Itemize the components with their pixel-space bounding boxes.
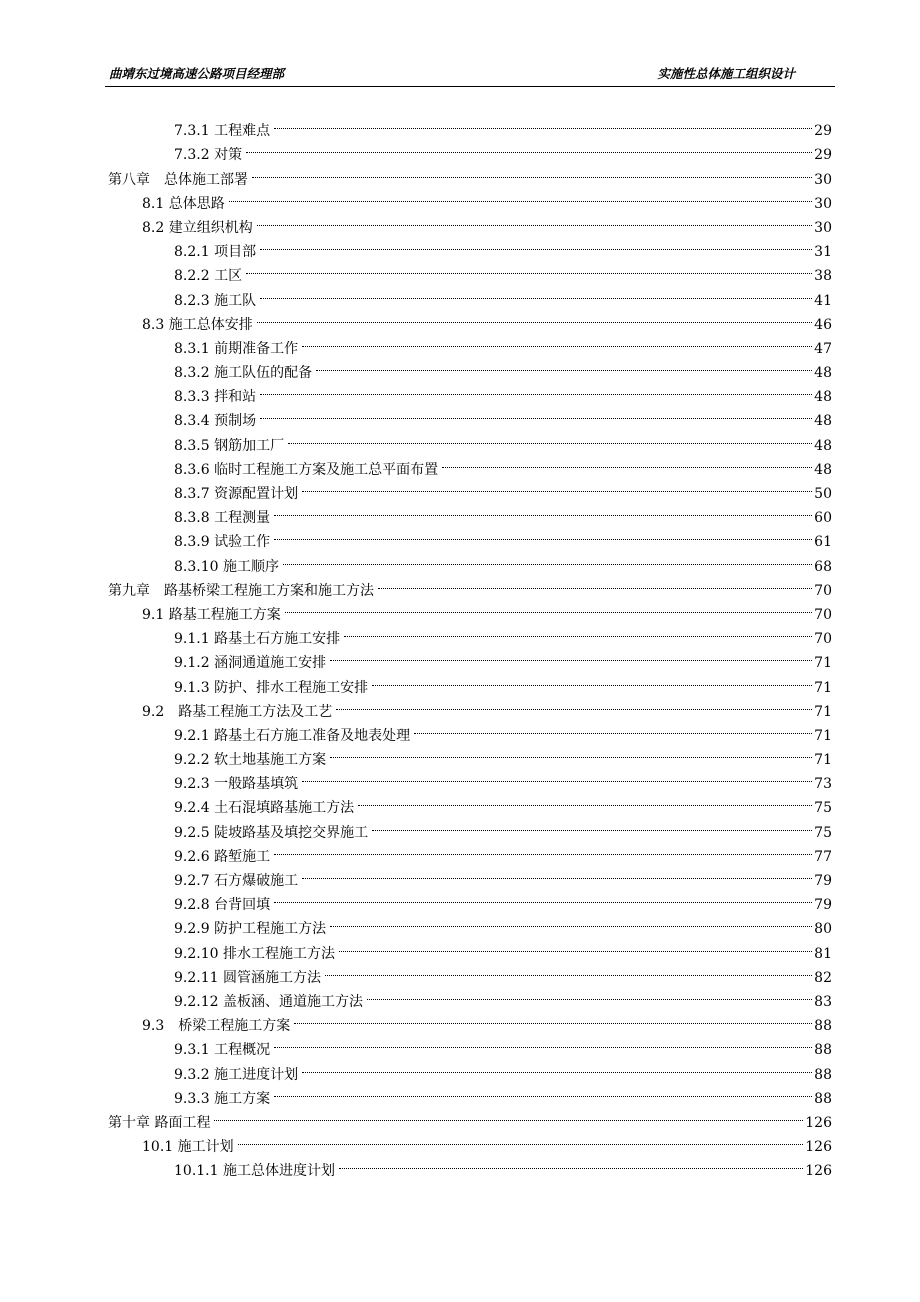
toc-entry-page-number: 48 bbox=[814, 437, 832, 454]
toc-entry-page-number: 70 bbox=[814, 606, 832, 623]
toc-entry-title: 8.1 总体思路 bbox=[142, 195, 225, 212]
toc-entry-page-number: 46 bbox=[814, 316, 832, 333]
toc-dot-leader bbox=[302, 1054, 812, 1078]
toc-dot-leader bbox=[316, 353, 812, 377]
toc-dot-leader bbox=[325, 958, 812, 982]
toc-entry-title: 9.2.10 排水工程施工方法 bbox=[174, 945, 335, 962]
toc-dot-leader bbox=[274, 837, 812, 861]
toc-dot-leader bbox=[260, 232, 812, 256]
toc-entry-page-number: 77 bbox=[814, 848, 832, 865]
toc-entry-page-number: 48 bbox=[814, 413, 832, 430]
toc-dot-leader bbox=[285, 595, 812, 619]
toc-dot-leader bbox=[274, 498, 812, 522]
toc-entry-title: 8.3.6 临时工程施工方案及施工总平面布置 bbox=[174, 461, 439, 478]
toc-entry-title: 8.2.3 施工队 bbox=[174, 292, 257, 309]
toc-dot-leader bbox=[260, 280, 812, 304]
toc-entry-title: 9.3 桥梁工程施工方案 bbox=[142, 1018, 291, 1035]
toc-dot-leader bbox=[246, 135, 812, 159]
toc-dot-leader bbox=[274, 111, 812, 135]
toc-entry-page-number: 71 bbox=[814, 655, 832, 672]
toc-entry-page-number: 38 bbox=[814, 268, 832, 285]
toc-entry-page-number: 70 bbox=[814, 582, 832, 599]
toc-entry-page-number: 71 bbox=[814, 752, 832, 769]
toc-dot-leader bbox=[246, 256, 812, 280]
toc-entry-page-number: 48 bbox=[814, 365, 832, 382]
toc-entry-page-number: 71 bbox=[814, 727, 832, 744]
toc-entry-title: 7.3.2 对策 bbox=[174, 147, 243, 164]
toc-entry-page-number: 30 bbox=[814, 219, 832, 236]
toc-entry-title: 9.2.12 盖板涵、通道施工方法 bbox=[174, 993, 363, 1010]
toc-dot-leader bbox=[294, 1006, 812, 1030]
toc-entry[interactable] bbox=[108, 1103, 832, 1131]
toc-entry-page-number: 71 bbox=[814, 703, 832, 720]
toc-dot-leader bbox=[372, 812, 812, 836]
toc-entry-page-number: 29 bbox=[814, 147, 832, 164]
toc-entry-page-number: 41 bbox=[814, 292, 832, 309]
toc-entry-page-number: 73 bbox=[814, 776, 832, 793]
toc-entry-title: 9.1.3 防护、排水工程施工安排 bbox=[174, 679, 369, 696]
toc-dot-leader bbox=[378, 571, 812, 595]
toc-entry-page-number: 31 bbox=[814, 244, 832, 261]
toc-entry-page-number: 88 bbox=[814, 1090, 832, 1107]
toc-dot-leader bbox=[330, 643, 812, 667]
toc-entry-title: 8.3.8 工程测量 bbox=[174, 510, 271, 527]
toc-entry-title: 9.2.3 一般路基填筑 bbox=[174, 776, 299, 793]
toc-entry-title: 9.1 路基工程施工方案 bbox=[142, 606, 281, 623]
toc-entry-page-number: 82 bbox=[814, 969, 832, 986]
toc-dot-leader bbox=[302, 764, 812, 788]
toc-dot-leader bbox=[358, 788, 812, 812]
toc-entry-title: 9.3.3 施工方案 bbox=[174, 1090, 271, 1107]
toc-entry-page-number: 50 bbox=[814, 486, 832, 502]
toc-entry-title: 8.3.3 拌和站 bbox=[174, 389, 257, 406]
toc-entry-title: 9.3.1 工程概况 bbox=[174, 1042, 271, 1059]
toc-entry-page-number: 30 bbox=[814, 171, 832, 188]
toc-entry-page-number: 126 bbox=[805, 1114, 832, 1131]
toc-entry-page-number: 30 bbox=[814, 195, 832, 212]
toc-entry-title: 8.3 施工总体安排 bbox=[142, 316, 253, 333]
toc-entry-title: 8.3.10 施工顺序 bbox=[174, 558, 279, 575]
toc-dot-leader bbox=[260, 377, 812, 401]
toc-entry-title: 8.2 建立组织机构 bbox=[142, 219, 253, 236]
toc-entry-title: 9.3.2 施工进度计划 bbox=[174, 1066, 299, 1083]
toc-entry-title: 8.2.2 工区 bbox=[174, 268, 243, 285]
toc-dot-leader bbox=[344, 619, 812, 643]
toc-entry-title: 7.3.1 工程难点 bbox=[174, 123, 271, 140]
toc-entry-title: 9.2.7 石方爆破施工 bbox=[174, 873, 299, 889]
toc-entry-page-number: 83 bbox=[814, 993, 832, 1010]
toc-entry[interactable] bbox=[108, 1127, 832, 1156]
toc-dot-leader bbox=[339, 933, 812, 957]
toc-dot-leader bbox=[260, 401, 812, 425]
toc-dot-leader bbox=[372, 667, 812, 691]
toc-dot-leader bbox=[302, 861, 812, 885]
toc-entry-page-number: 81 bbox=[814, 945, 832, 962]
toc-entry-title: 9.2 路基工程施工方法及工艺 bbox=[142, 703, 333, 720]
toc-entry-page-number: 48 bbox=[814, 461, 832, 478]
toc-dot-leader bbox=[229, 184, 812, 208]
toc-dot-leader bbox=[442, 450, 812, 474]
toc-entry-title: 9.2.5 陡坡路基及填挖交界施工 bbox=[174, 824, 369, 841]
toc-entry-page-number: 68 bbox=[814, 558, 832, 575]
toc-dot-leader bbox=[257, 305, 812, 329]
toc-dot-leader bbox=[302, 474, 812, 498]
toc-dot-leader bbox=[330, 740, 812, 764]
toc-entry-title: 8.3.1 前期准备工作 bbox=[174, 340, 299, 357]
toc-dot-leader bbox=[283, 546, 812, 570]
page-header bbox=[105, 62, 835, 87]
toc-dot-leader bbox=[274, 1030, 812, 1054]
toc-entry-title: 10.1.1 施工总体进度计划 bbox=[174, 1163, 335, 1180]
toc-entry-page-number: 75 bbox=[814, 800, 832, 817]
toc-entry-title: 9.2.9 防护工程施工方法 bbox=[174, 921, 327, 938]
toc-entry-title: 8.3.7 资源配置计划 bbox=[174, 486, 299, 502]
toc-entry-title: 第八章 总体施工部署 bbox=[108, 171, 248, 188]
toc-entry-page-number: 70 bbox=[814, 631, 832, 648]
toc-dot-leader bbox=[252, 159, 812, 183]
toc-entry-page-number: 47 bbox=[814, 340, 832, 357]
toc-entry-title: 8.3.4 预制场 bbox=[174, 413, 257, 430]
toc-dot-leader bbox=[238, 1127, 804, 1151]
header-document-title: 实施性总体施工组织设计 bbox=[657, 66, 795, 81]
toc-entry-title: 9.2.4 土石混填路基施工方法 bbox=[174, 800, 355, 817]
toc-dot-leader bbox=[367, 982, 812, 1006]
toc-entry-title: 9.1.2 涵洞通道施工安排 bbox=[174, 655, 327, 672]
toc-entry-title: 第十章 路面工程 bbox=[108, 1114, 211, 1131]
toc-dot-leader bbox=[339, 1151, 803, 1175]
toc-dot-leader bbox=[257, 208, 812, 232]
header-project-name: 曲靖东过境高速公路项目经理部 bbox=[109, 66, 285, 81]
toc-dot-leader bbox=[336, 692, 812, 716]
toc-entry-title: 8.3.5 钢筋加工厂 bbox=[174, 437, 285, 454]
toc-entry-page-number: 48 bbox=[814, 389, 832, 406]
toc-entry-title: 第九章 路基桥梁工程施工方案和施工方法 bbox=[108, 582, 374, 599]
toc-entry-page-number: 88 bbox=[814, 1066, 832, 1083]
toc-entry-page-number: 80 bbox=[814, 921, 832, 938]
toc-entry-title: 9.2.2 软土地基施工方案 bbox=[174, 752, 327, 769]
toc-entry-page-number: 79 bbox=[814, 897, 832, 914]
toc-dot-leader bbox=[330, 909, 812, 933]
toc-dot-leader bbox=[414, 716, 812, 740]
toc-entry-title: 8.3.9 试验工作 bbox=[174, 534, 271, 551]
toc-entry-page-number: 29 bbox=[814, 123, 832, 140]
toc-dot-leader bbox=[274, 1079, 812, 1103]
toc-entry-page-number: 79 bbox=[814, 873, 832, 889]
toc-dot-leader bbox=[214, 1103, 803, 1127]
toc-entry-page-number: 61 bbox=[814, 534, 832, 551]
toc-entry-title: 9.2.11 圆管涵施工方法 bbox=[174, 969, 321, 986]
toc-dot-leader bbox=[274, 885, 812, 909]
toc-dot-leader bbox=[288, 425, 812, 449]
toc-entry-page-number: 60 bbox=[814, 510, 832, 527]
toc-entry-page-number: 126 bbox=[805, 1163, 832, 1180]
toc-entry-title: 9.1.1 路基土石方施工安排 bbox=[174, 631, 341, 648]
toc-entry-title: 9.2.6 路堑施工 bbox=[174, 848, 271, 865]
toc-entry-page-number: 126 bbox=[805, 1139, 832, 1156]
toc-entry-page-number: 75 bbox=[814, 824, 832, 841]
table-of-contents bbox=[108, 111, 832, 1180]
toc-dot-leader bbox=[274, 522, 812, 546]
toc-entry-title: 10.1 施工计划 bbox=[142, 1139, 234, 1156]
toc-entry-title: 9.2.8 台背回填 bbox=[174, 897, 271, 914]
toc-entry-page-number: 88 bbox=[814, 1018, 832, 1035]
toc-entry[interactable] bbox=[108, 111, 832, 140]
toc-entry-page-number: 71 bbox=[814, 679, 832, 696]
toc-entry-title: 9.2.1 路基土石方施工准备及地表处理 bbox=[174, 727, 411, 744]
toc-entry-title: 8.2.1 项目部 bbox=[174, 244, 257, 261]
toc-dot-leader bbox=[302, 329, 812, 353]
toc-entry-page-number: 88 bbox=[814, 1042, 832, 1059]
toc-entry-title: 8.3.2 施工队伍的配备 bbox=[174, 365, 313, 382]
